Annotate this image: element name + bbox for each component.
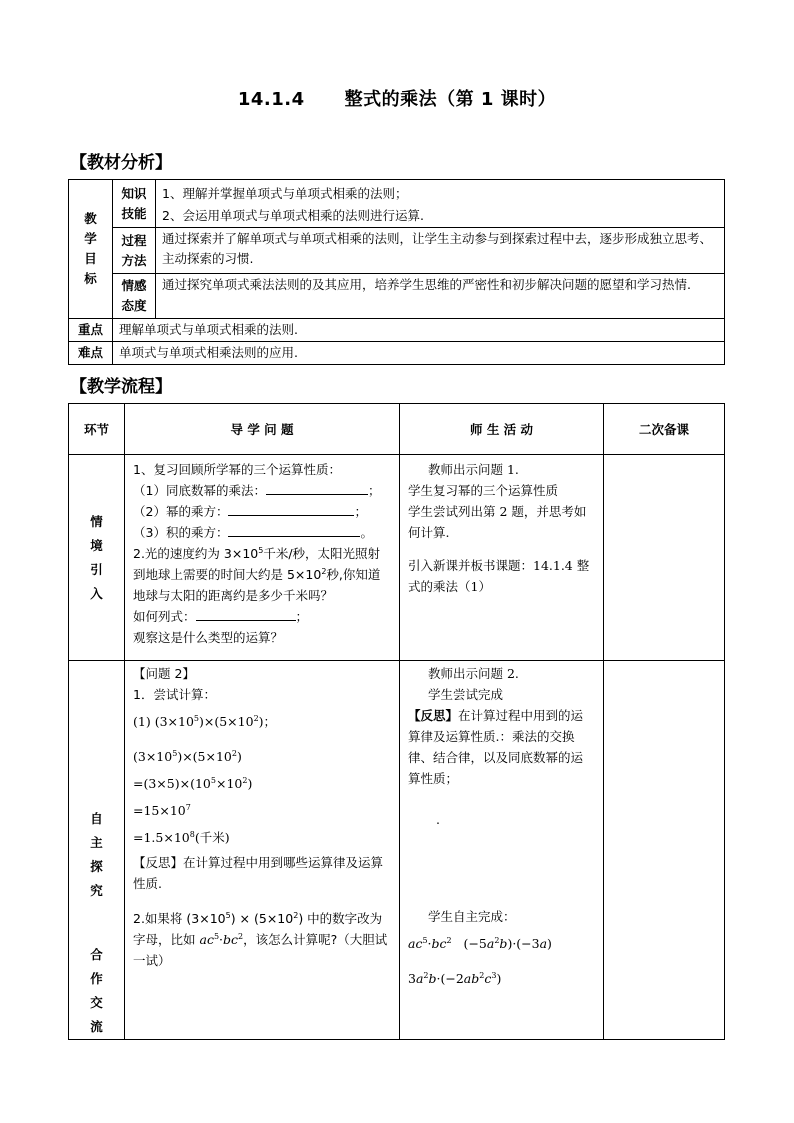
key-content: 理解单项式与单项式相乘的法则. — [113, 319, 725, 342]
key-label: 重点 — [69, 319, 113, 342]
header-question: 导 学 问 题 — [125, 404, 400, 455]
goal-label: 教 学 目 标 — [69, 180, 113, 319]
title-name: 整式的乘法（第 1 课时） — [344, 89, 557, 110]
stage1-questions: 1、复习回顾所学幂的三个运算性质： （1）同底数幂的乘法： ； （2）幂的乘方： ； （3）积的乘方： 。 2.光的速度约为 $3\times 10^5$千米/秒，太阳光照射到地球上需要的时间大约是 $5\times 10^2$秒,你知道地球与太阳的距离约是多少千米吗？ 如何列式： ； 观察这是什么类型的运算？ — [125, 455, 400, 661]
header-notes: 二次备课 — [604, 404, 725, 455]
stage2-label: 自 主 探 究 合 作 交 流 — [69, 661, 125, 1040]
header-stage: 环节 — [69, 404, 125, 455]
page-title — [0, 85, 794, 111]
emotion-label: 情感 态度 — [113, 274, 156, 319]
knowledge-content: 1、理解并掌握单项式与单项式相乘的法则； 2、会运用单项式与单项式相乘的法则进行运算. — [156, 180, 725, 228]
stage1-notes — [604, 455, 725, 661]
emotion-content: 通过探究单项式乘法法则的及其应用，培养学生思维的严密性和初步解决问题的愿望和学习热情. — [156, 274, 725, 319]
analysis-table — [68, 179, 725, 365]
stage2-notes — [604, 661, 725, 1040]
process-label: 过程 方法 — [113, 228, 156, 274]
section-analysis: 【教材分析】 — [70, 153, 172, 173]
difficulty-label: 难点 — [69, 342, 113, 365]
section-flow: 【教学流程】 — [70, 377, 172, 397]
header-activity: 师 生 活 动 — [400, 404, 604, 455]
stage2-questions: 【问题 2】 1．尝试计算： (1) $(3\times 10^5)\times(5\times 10^2)$； $(3\times 10^5)\times(5\times 10^2)$ $=(3\times 5)\times(10^5\times 10^2)$ $=15\times 10^7$ $=1.5\times 10^8$(千米) 【反思】在计算过程中用到哪些运算律及运算性质. 2.如果将 $(3\times 10^5) \times (5\times 10^2)$ 中的数字改为字母，比如 $ac^5\cdot bc^2$，该怎么计算呢?（大胆试一试） — [125, 661, 400, 1040]
title-number: 14.1.4 — [237, 89, 305, 110]
process-content: 通过探索并了解单项式与单项式相乘的法则，让学生主动参与到探索过程中去，逐步形成独立思考、主动探索的习惯. — [156, 228, 725, 274]
knowledge-label: 知识 技能 — [113, 180, 156, 228]
stage2-activities: 教师出示问题 2. 学生尝试完成 【反思】在计算过程中用到的运算律及运算性质.：乘法的交换律、结合律，以及同底数幂的运算性质； . 学生自主完成： $ac^5\cdot bc^2$ $(-5a^2b)\cdot(-3a)$ $3a^2b\cdot(-2ab^2c^3)$ — [400, 661, 604, 1040]
difficulty-content: 单项式与单项式相乘法则的应用. — [113, 342, 725, 365]
stage1-label: 情 境 引 入 — [69, 455, 125, 661]
flow-table — [68, 403, 725, 1040]
stage1-activities: 教师出示问题 1. 学生复习幂的三个运算性质 学生尝试列出第 2 题，并思考如何计算. 引入新课并板书课题：14.1.4 整式的乘法（1） — [400, 455, 604, 661]
